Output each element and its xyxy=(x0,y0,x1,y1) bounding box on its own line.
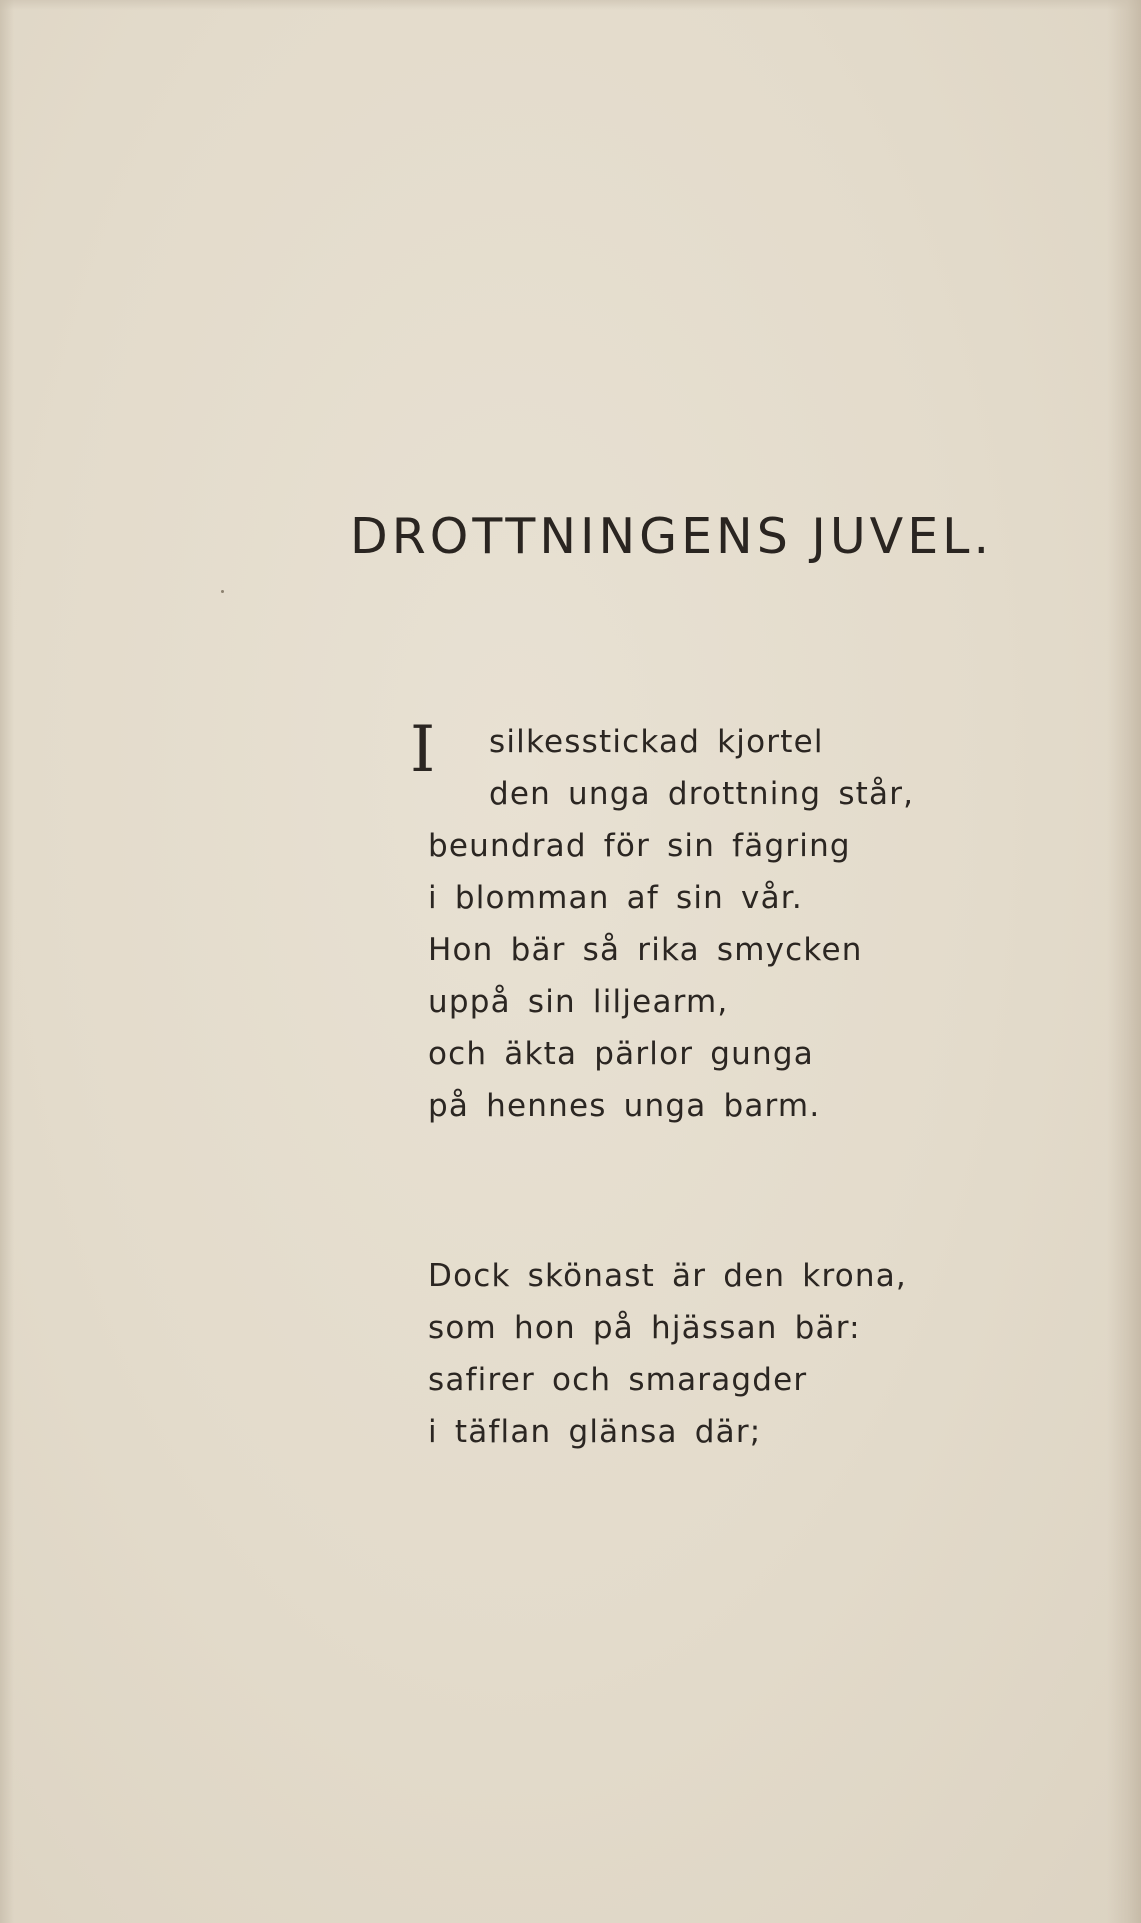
verse-line: beundrad för sin fägring xyxy=(428,828,851,864)
verse-line: silkesstickad kjortel xyxy=(489,724,824,760)
poem-title: DROTTNINGENS JUVEL. xyxy=(350,508,994,565)
verse-line: uppå sin liljearm, xyxy=(428,984,729,1020)
page-top-edge-shadow xyxy=(0,0,1141,10)
verse-line: på hennes unga barm. xyxy=(428,1088,821,1124)
stanza-2 xyxy=(428,1250,907,1458)
stanza-1 xyxy=(428,716,914,1132)
page-right-edge-shadow xyxy=(1107,0,1141,1923)
verse-line: safirer och smaragder xyxy=(428,1362,808,1398)
paper-speck xyxy=(221,590,224,593)
verse-line: Hon bär så rika smycken xyxy=(428,932,863,968)
page-left-edge-shadow xyxy=(0,0,14,1923)
verse-line: den unga drottning står, xyxy=(489,776,915,812)
drop-initial: I xyxy=(410,713,436,787)
verse-line: och äkta pärlor gunga xyxy=(428,1036,814,1072)
verse-line: i täflan glänsa där; xyxy=(428,1414,762,1450)
verse-line: Dock skönast är den krona, xyxy=(428,1258,907,1294)
verse-line: som hon på hjässan bär: xyxy=(428,1310,861,1346)
verse-line: i blomman af sin vår. xyxy=(428,880,803,916)
